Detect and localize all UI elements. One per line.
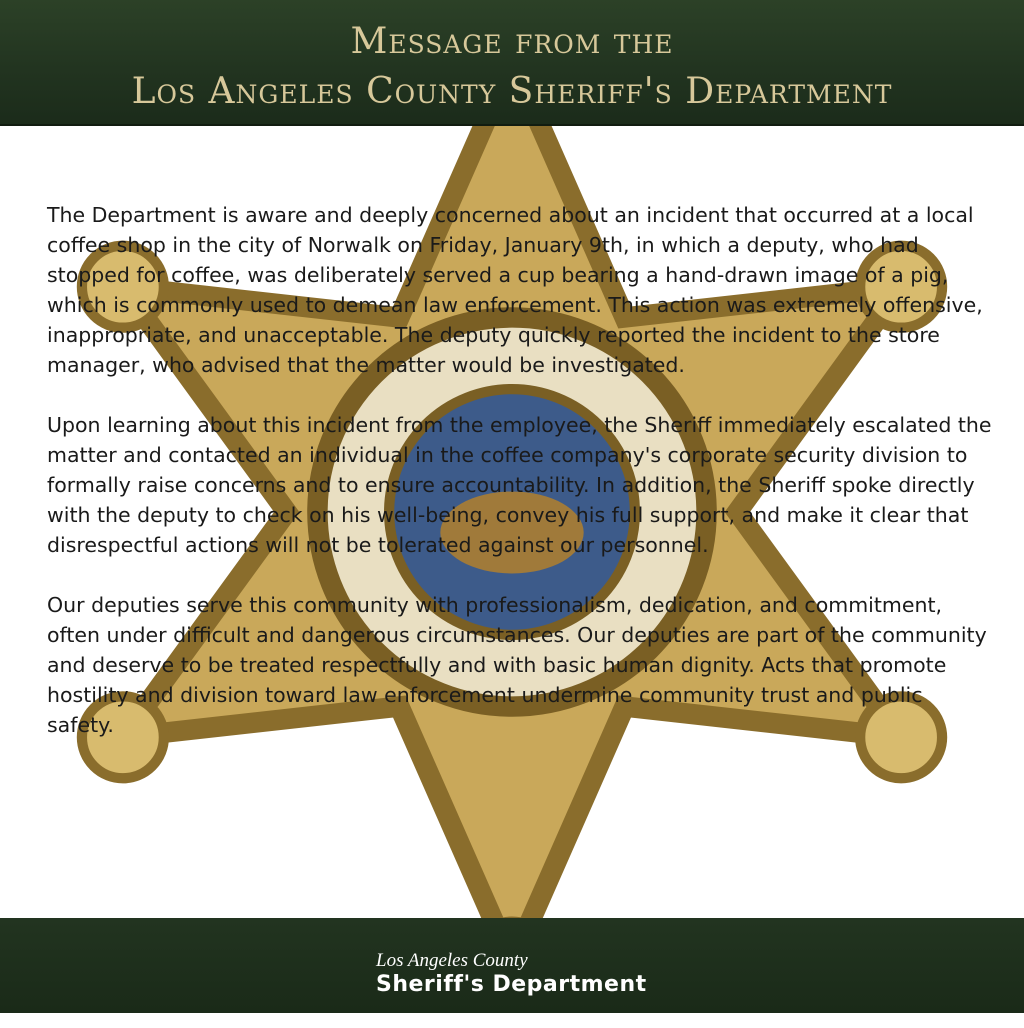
header-banner xyxy=(0,0,1024,126)
header-title-line-1: Message from the xyxy=(350,21,674,62)
paragraph-1: The Department is aware and deeply concerned about an incident that occurred at a local coffee shop in the city of Norwalk on Friday, January 9th, in which a deputy, who had stopped for coffee, was deliberately served a cup bearing a hand-drawn image of a pig, which is commonly used to demean law enforcement. This action was extremely offensive, inappropriate, and unacceptable. The deputy quickly reported the incident to the store manager, who advised that the matter would be investigated. xyxy=(47,203,983,377)
header-title-line-2: Los Angeles County Sheriff's Department xyxy=(131,71,893,112)
statement-body xyxy=(47,200,995,770)
footer-logo-text xyxy=(376,950,647,998)
footer-department-label: Sheriff's Department xyxy=(376,972,647,997)
paragraph-3: Our deputies serve this community with professionalism, dedication, and commitment, often under difficult and dangerous circumstances. Our deputies are part of the community and deserve to be treated respectfully and with basic human dignity. Acts that promote hostility and division toward law enforcement undermine community trust and public safety. xyxy=(47,593,987,737)
paragraph-2: Upon learning about this incident from the employee, the Sheriff immediately escalated the matter and contacted an individual in the coffee company's corporate security division to formally raise concerns and to ensure accountability. In addition, the Sheriff spoke directly with the deputy to check on his well-being, convey his full support, and make it clear that disrespectful actions will not be tolerated against our personnel. xyxy=(47,413,992,557)
footer-county-label: Los Angeles County xyxy=(376,950,528,971)
